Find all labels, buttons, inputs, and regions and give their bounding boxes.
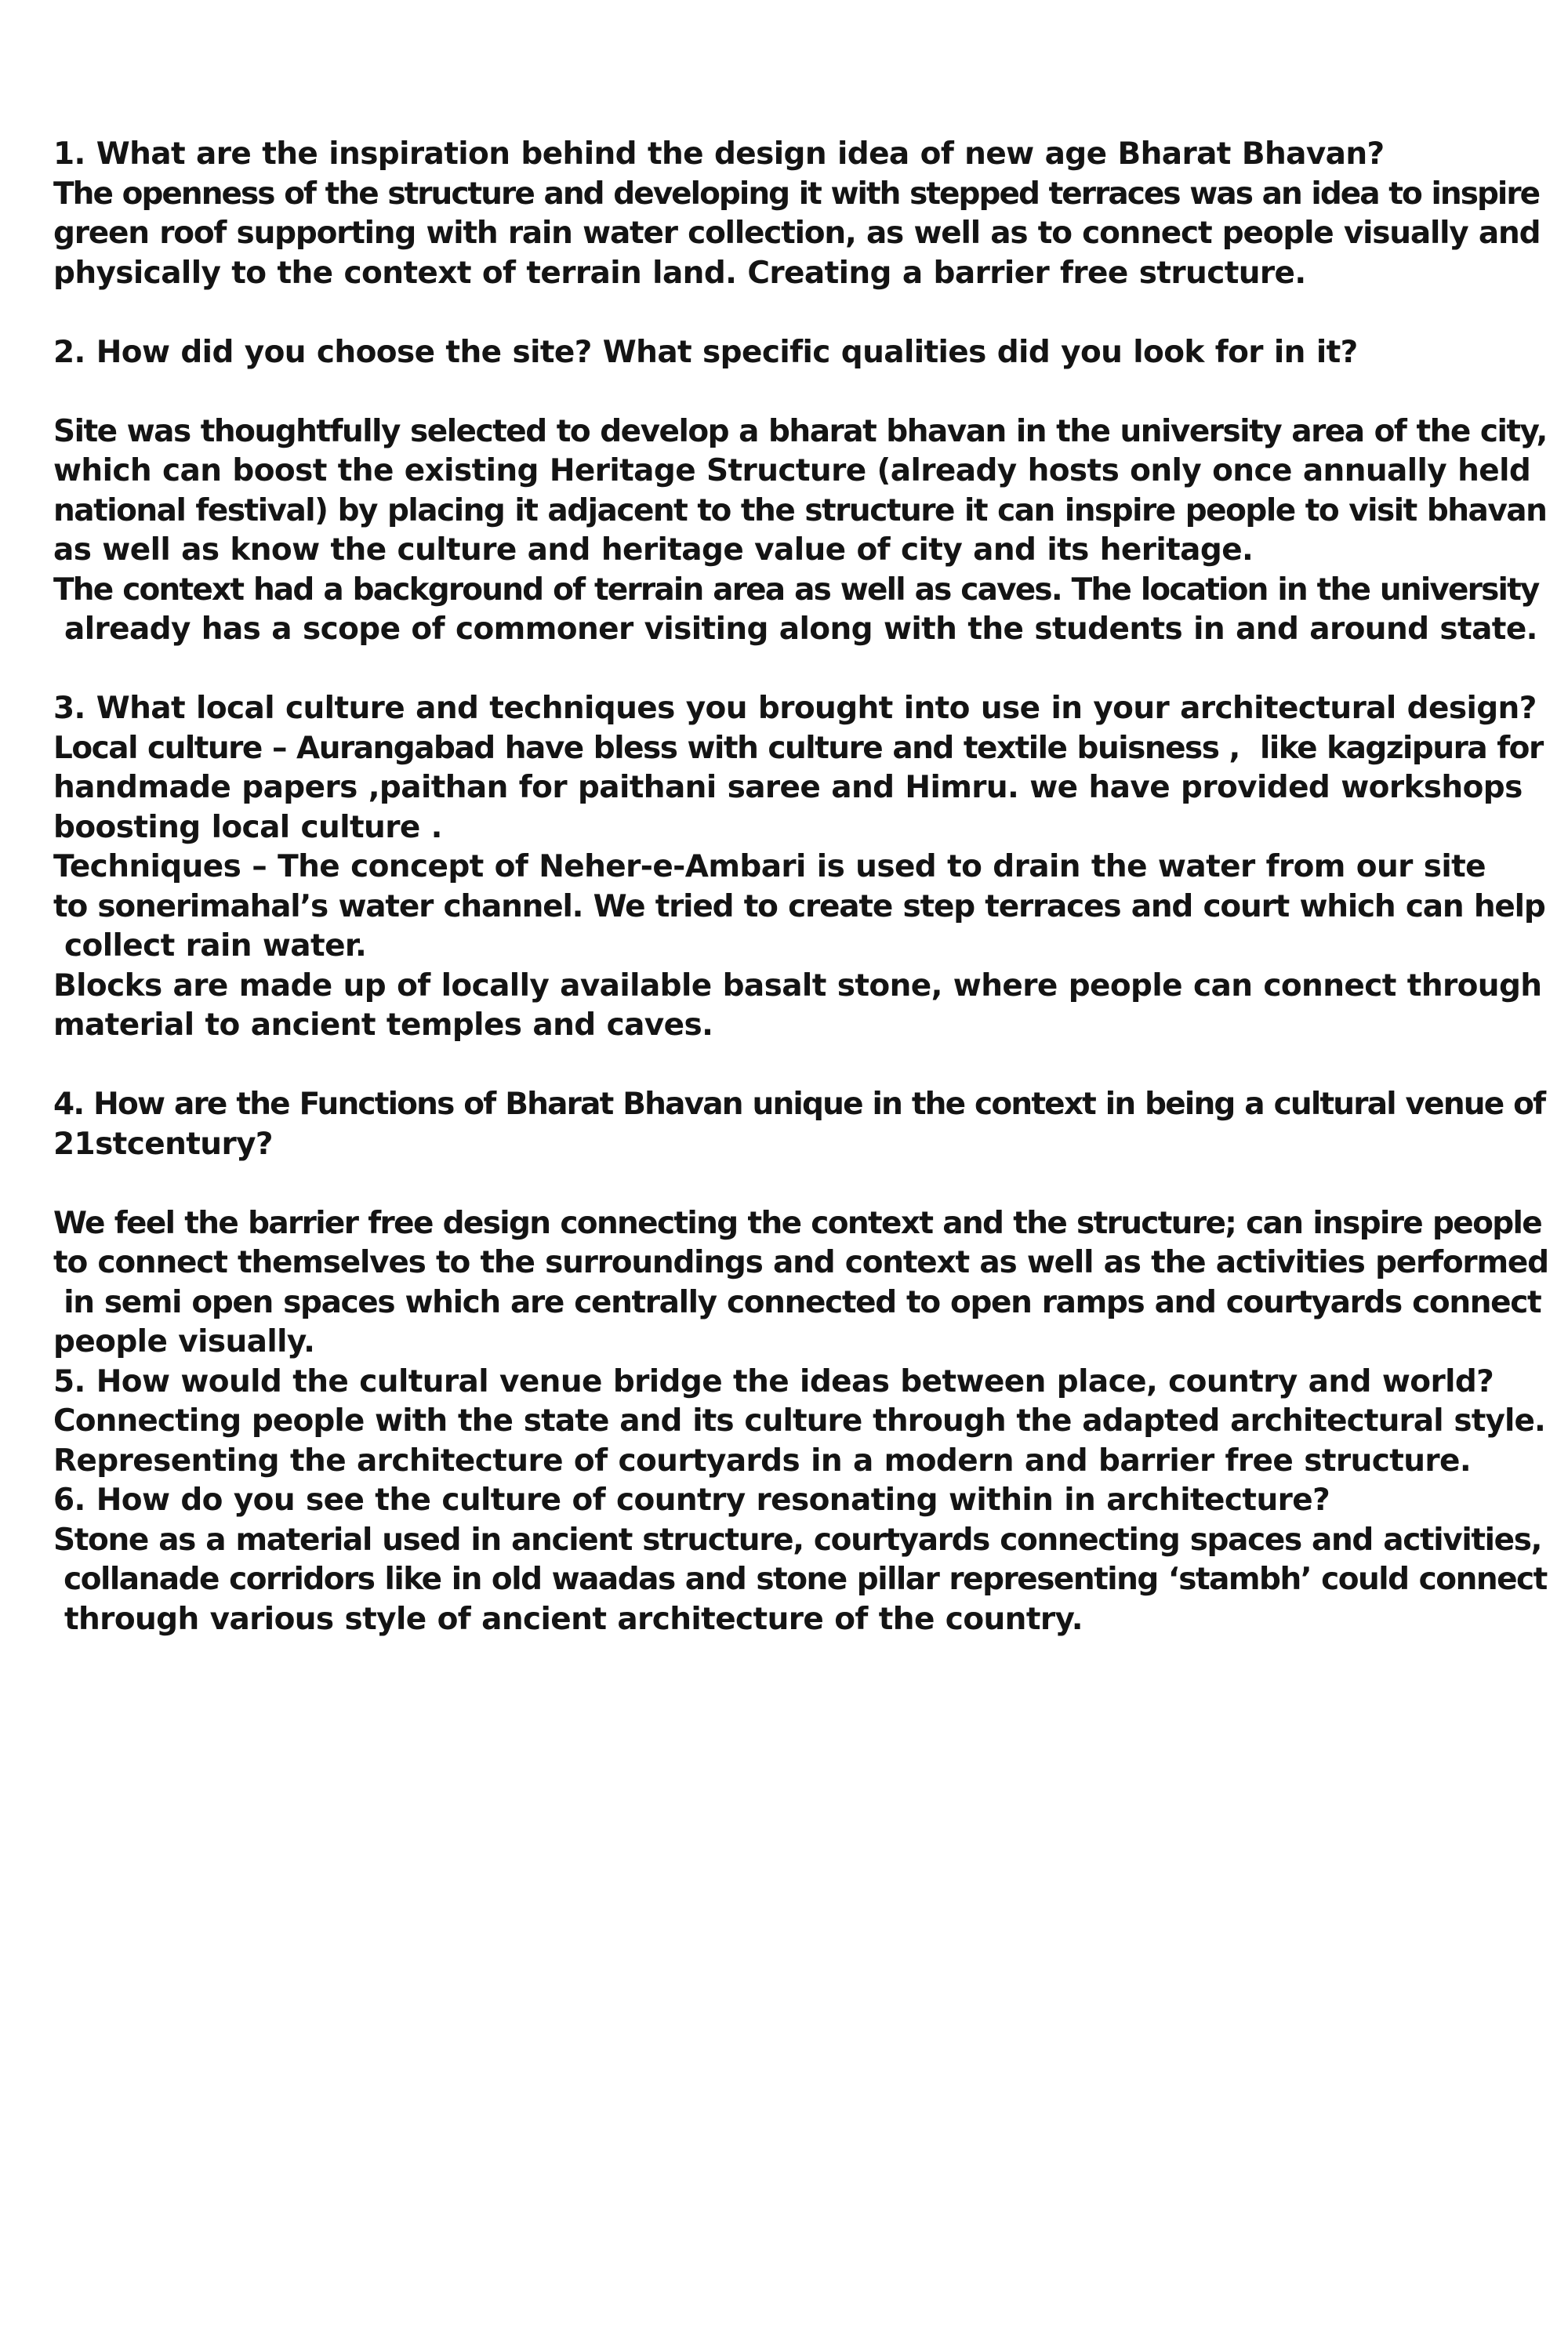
question-1: 1. What are the inspiration behind the design idea of new age Bharat Bhavan?	[53, 136, 1385, 172]
question-4: 21stcentury?	[53, 1126, 273, 1162]
answer-2-line: already has a scope of commoner visiting along with the students in and around state.	[53, 612, 1537, 647]
section-q3	[53, 689, 1543, 1046]
answer-3-line: Blocks are made up of locally available basalt stone, where people can connect through	[53, 967, 1542, 1004]
answer-4-line: people visually.	[53, 1324, 315, 1359]
answer-3-line: boosting local culture .	[53, 809, 442, 845]
answer-1-line: green roof supporting with rain water collection, as well as to connect people visually and	[53, 216, 1541, 251]
answer-5-line: Connecting people with the state and its culture through the adapted architectural style.	[53, 1403, 1545, 1439]
paragraph-gap	[53, 1046, 1543, 1086]
section-q6	[53, 1481, 1547, 1639]
answer-4-line: We feel the barrier free design connecting the context and the structure; can inspire people	[53, 1205, 1542, 1241]
answer-6-line: collanade corridors like in old waadas and stone pillar representing ‘stambh’ could connect	[53, 1562, 1547, 1597]
answer-1-line: physically to the context of terrain land. Creating a barrier free structure.	[53, 255, 1306, 291]
question-5: 5. How would the cultural venue bridge the ideas between place, country and world?	[53, 1363, 1494, 1399]
answer-3-line: collect rain water.	[53, 928, 367, 964]
paragraph-gap	[53, 1164, 1543, 1204]
section-q5	[53, 1363, 1543, 1482]
answer-3-line: Techniques – The concept of Neher-e-Ambari is used to drain the water from our site	[53, 849, 1486, 884]
section-q1	[53, 135, 1543, 293]
paragraph-gap	[53, 372, 1543, 412]
question-4: 4. How are the Functions of Bharat Bhavan unique in the context in being a cultural venue of	[53, 1087, 1545, 1122]
section-q2	[53, 333, 1547, 650]
answer-5-line: Representing the architecture of courtyards in a modern and barrier free structure.	[53, 1443, 1472, 1479]
answer-3-line: material to ancient temples and caves.	[53, 1007, 713, 1043]
question-3: 3. What local culture and techniques you brought into use in your architectural design?	[53, 691, 1537, 726]
answer-4-line: to connect themselves to the surroundings and context as well as the activities performed	[53, 1245, 1548, 1280]
answer-2-line: The context had a background of terrain area as well as caves. The location in the university	[53, 572, 1539, 608]
answer-4-line: in semi open spaces which are centrally connected to open ramps and courtyards connect	[53, 1284, 1541, 1320]
question-2: 2. How did you choose the site? What specific qualities did you look for in it?	[53, 334, 1358, 370]
answer-1-line: The openness of the structure and developing it with stepped terraces was an idea to inspire	[53, 176, 1540, 212]
answer-3-line: handmade papers ,paithan for paithani saree and Himru. we have provided workshops	[53, 770, 1523, 805]
section-q4	[53, 1085, 1548, 1363]
paragraph-gap	[53, 650, 1543, 690]
answer-6-line: through various style of ancient architecture of the country.	[53, 1601, 1083, 1637]
answer-3-line: Local culture – Aurangabad have bless with culture and textile buisness , like kagzipura for	[53, 730, 1543, 766]
question-6: 6. How do you see the culture of country resonating within in architecture?	[53, 1483, 1330, 1518]
document-page	[53, 135, 1548, 1639]
answer-6-line: Stone as a material used in ancient structure, courtyards connecting spaces and activities,	[53, 1522, 1542, 1558]
paragraph-gap	[53, 293, 1543, 333]
answer-2-line: Site was thoughtfully selected to develop a bharat bhavan in the university area of the city,	[53, 413, 1547, 449]
answer-2-line: as well as know the culture and heritage value of city and its heritage.	[53, 532, 1254, 568]
answer-3-line: to sonerimahal’s water channel. We tried to create step terraces and court which can help	[53, 888, 1545, 924]
answer-2-line: national festival) by placing it adjacent to the structure it can inspire people to visit bhavan	[53, 492, 1547, 528]
answer-2-line: which can boost the existing Heritage Structure (already hosts only once annually held	[53, 453, 1531, 488]
